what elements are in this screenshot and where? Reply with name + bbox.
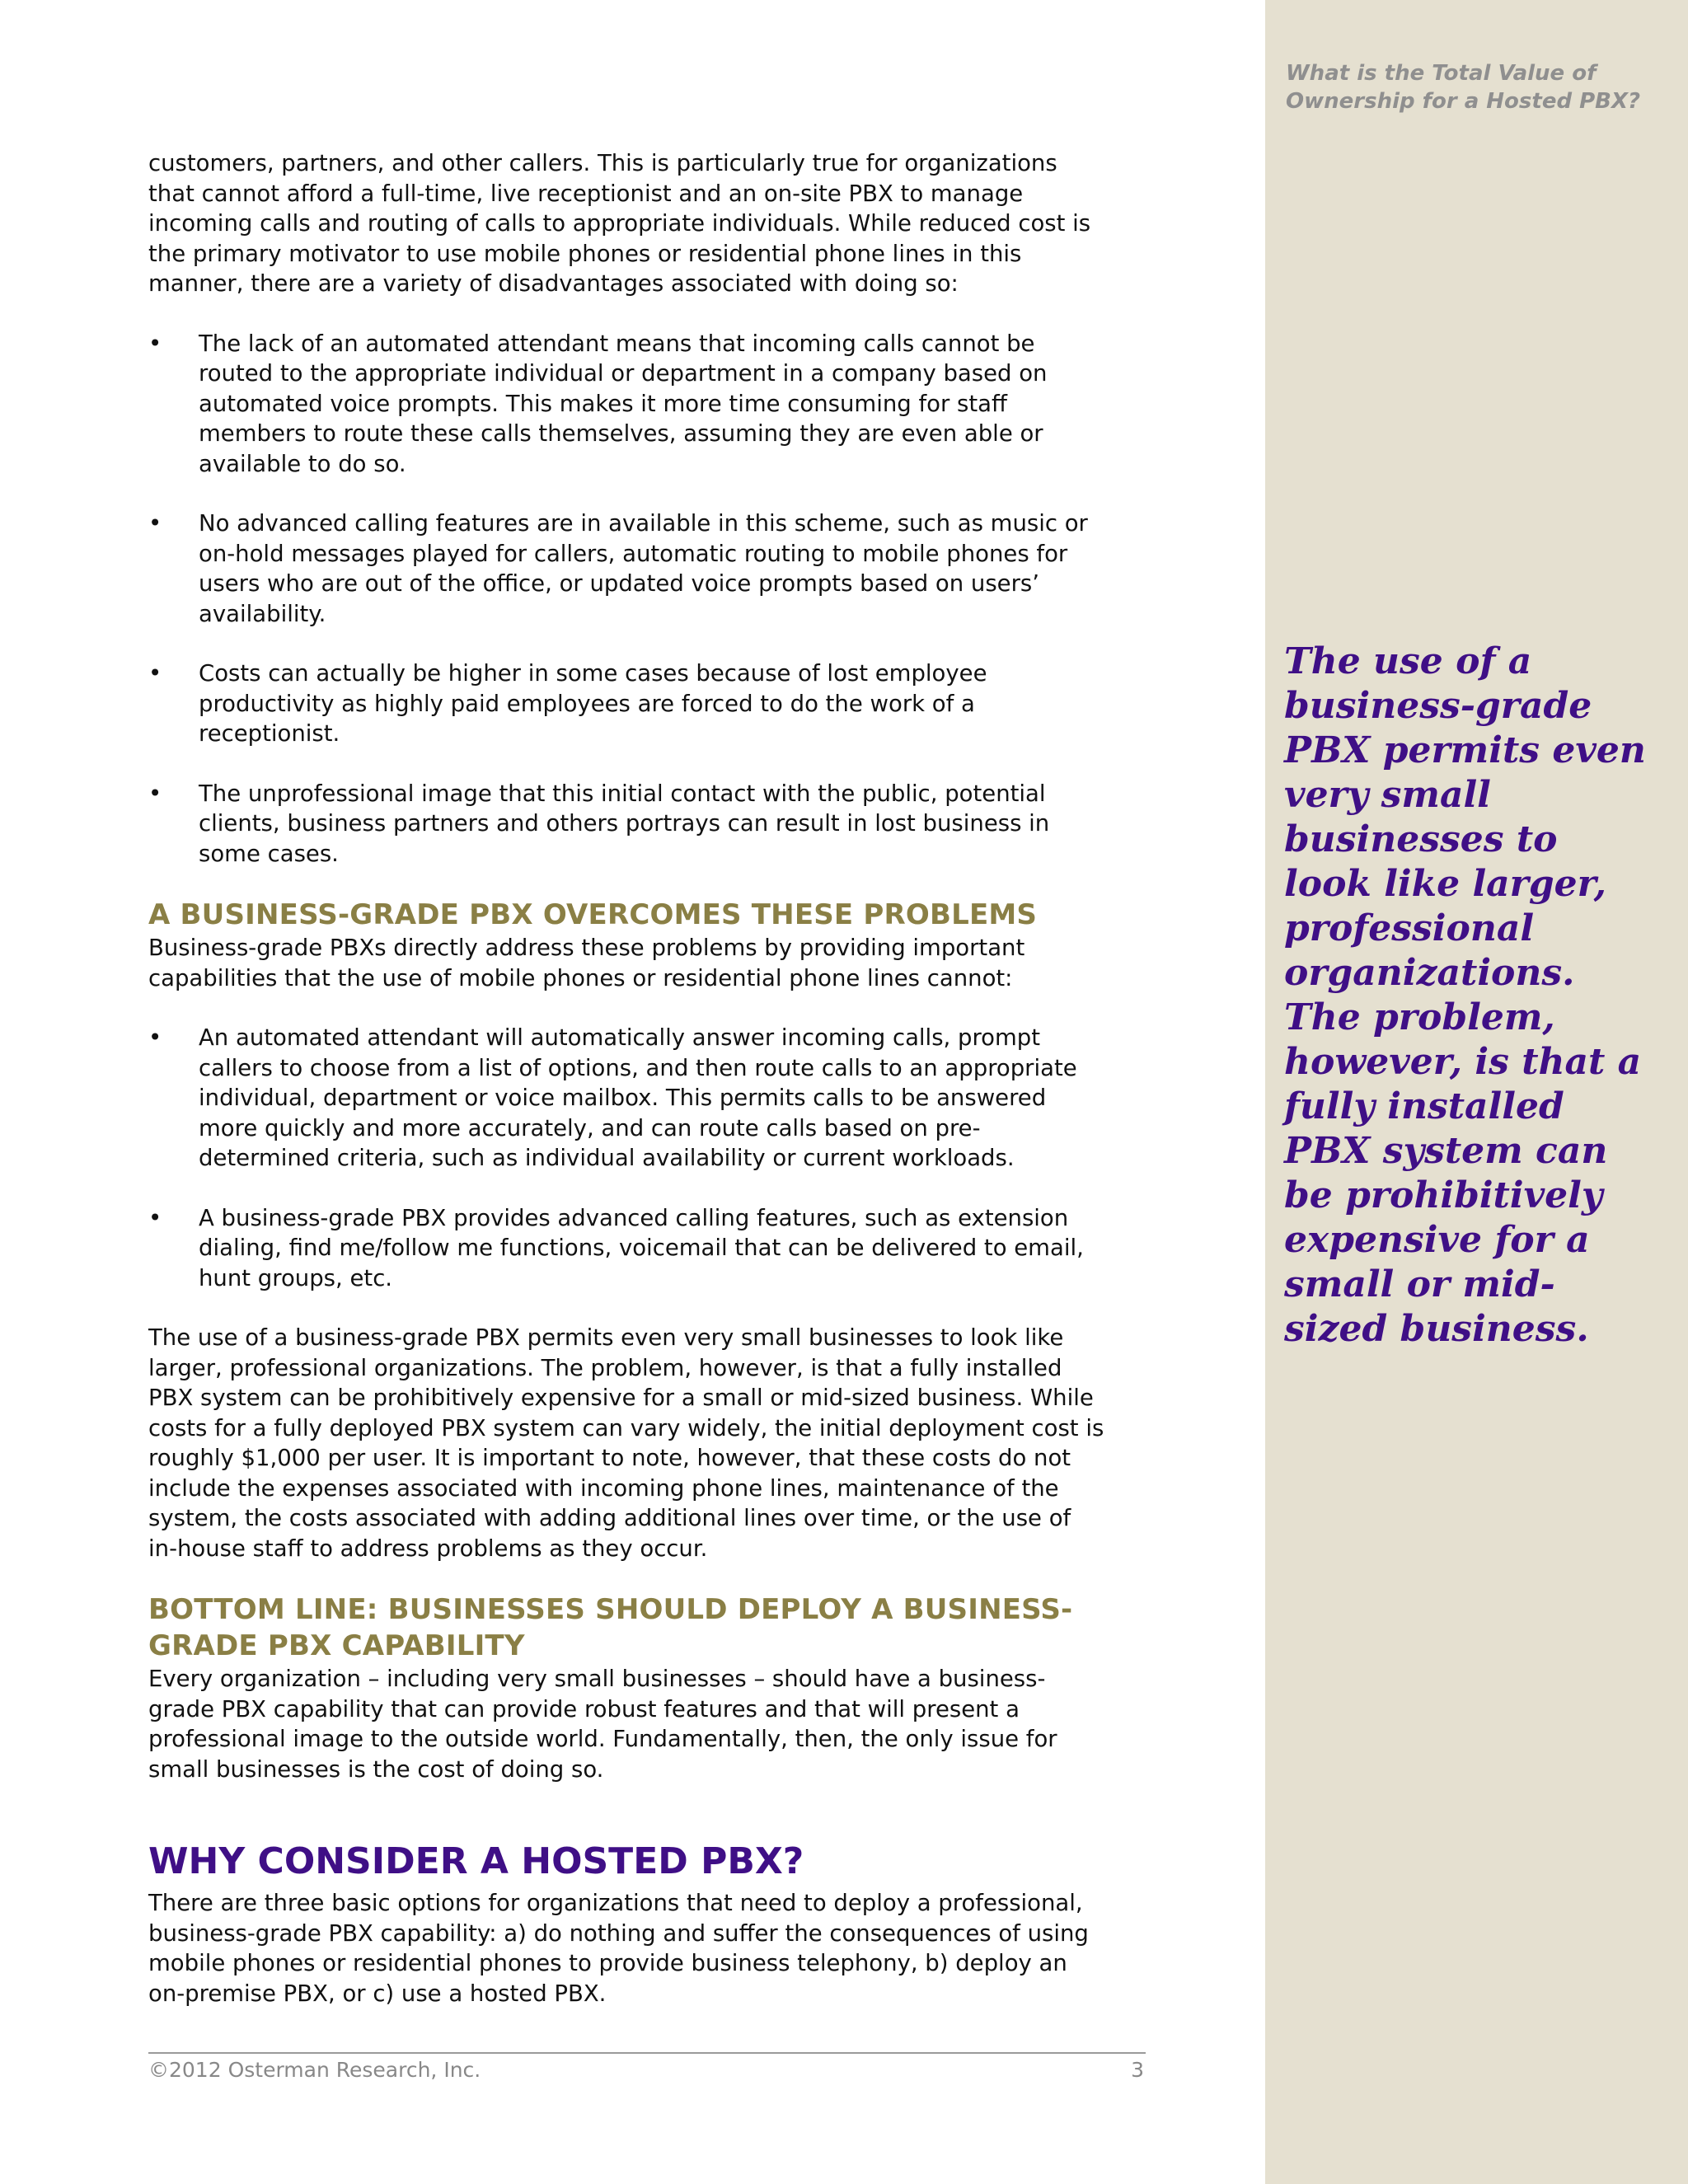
bullet-icon: • <box>148 510 162 537</box>
list-item-text: The lack of an automated attendant means that incoming calls cannot be routed to the appropriate individual or department in a company based on automated voice prompts. This makes it more time consuming for staff members to route these calls themselves, assuming they are even able or available to do so. <box>199 330 1048 477</box>
list-item-text: Costs can actually be higher in some cases because of lost employee productivity as highly paid employees are forced to do the work of a receptionist. <box>199 660 987 747</box>
bullet-icon: • <box>148 660 162 687</box>
bullet-icon: • <box>148 330 162 357</box>
intro-paragraph: customers, partners, and other callers. This is particularly true for organizations that cannot afford a full-time, live receptionist and an on-site PBX to manage incoming calls and routing of calls to appropriate individuals. While reduced cost is the primary motivator to use mobile phones or residential phone lines in this manner, there are a variety of disadvantages associated with doing so: <box>148 150 1091 297</box>
bullet-icon: • <box>148 1024 162 1051</box>
section-heading-hosted-pbx: WHY CONSIDER A HOSTED PBX? <box>148 1840 804 1882</box>
heading-line: GRADE PBX CAPABILITY <box>148 1629 525 1662</box>
section-heading-bottom-line <box>148 1591 1104 1664</box>
bullet-icon: • <box>148 780 162 807</box>
disadvantages-list <box>148 329 1104 869</box>
section-paragraph: Business-grade PBXs directly address these problems by providing important capabilities that the use of mobile phones or residential phone lines cannot: <box>148 935 1025 991</box>
list-item-text: A business-grade PBX provides advanced calling features, such as extension dialing, find me/follow me functions, voicemail that can be delivered to email, hunt groups, etc. <box>199 1204 1084 1291</box>
list-item <box>148 658 1104 749</box>
section-paragraph: Every organization – including very small businesses – should have a business-grade PBX capability that can provide robust features and that will present a professional image to the outside world. Fundamentally, then, the only issue for small businesses is the cost of doing so. <box>148 1666 1057 1783</box>
footer-divider <box>148 2052 1146 2054</box>
list-item-text: The unprofessional image that this initial contact with the public, potential clients, business partners and others portrays can result in lost business in some cases. <box>199 780 1050 867</box>
list-item-text: An automated attendant will automatically answer incoming calls, prompt callers to choose from a list of options, and then route calls to an appropriate individual, department or voice mailbox. This permits calls to be answered more quickly and more accurately, and can route calls based on pre-determined criteria, such as individual availability or current workloads. <box>199 1024 1077 1171</box>
heading-line: BOTTOM LINE: BUSINESSES SHOULD DEPLOY A BUSINESS- <box>148 1593 1073 1626</box>
pull-quote: The use of a business-grade PBX permits even very small businesses to look like larger, professional organizations. The problem, however, is that a fully installed PBX system can be prohibitively expensive for a small or mid-sized business. <box>1284 640 1646 1350</box>
list-item <box>148 329 1104 480</box>
section-paragraph: There are three basic options for organizations that need to deploy a professional, business-grade PBX capability: a) do nothing and suffer the consequences of using mobile phones or residential phones to provide business telephony, b) deploy an on-premise PBX, or c) use a hosted PBX. <box>148 1890 1089 2007</box>
bullet-icon: • <box>148 1204 162 1231</box>
section-heading-overcomes: A BUSINESS-GRADE PBX OVERCOMES THESE PROBLEMS <box>148 898 1038 931</box>
list-item <box>148 779 1104 869</box>
list-item <box>148 1023 1104 1174</box>
page-number: 3 <box>1131 2058 1144 2082</box>
running-title: What is the Total Value of Ownership for a Hosted PBX? <box>1286 61 1641 114</box>
main-content <box>148 148 1104 2008</box>
footer-copyright: ©2012 Osterman Research, Inc. <box>148 2058 481 2082</box>
list-item-text: No advanced calling features are in available in this scheme, such as music or on-hold messages played for callers, automatic routing to mobile phones for users who are out of the office, or updated voice prompts based on users’ availability. <box>199 510 1088 627</box>
list-item <box>148 509 1104 629</box>
capabilities-list <box>148 1023 1104 1293</box>
list-item <box>148 1203 1104 1294</box>
cost-paragraph: The use of a business-grade PBX permits even very small businesses to look like larger, professional organizations. The problem, however, is that a fully installed PBX system can be prohibitively expensive for a small or mid-sized business. While costs for a fully deployed PBX system can vary widely, the initial deployment cost is roughly $1,000 per user. It is important to note, however, that these costs do not include the expenses associated with incoming phone lines, maintenance of the system, the costs associated with adding additional lines over time, or the use of in-house staff to address problems as they occur. <box>148 1324 1104 1562</box>
